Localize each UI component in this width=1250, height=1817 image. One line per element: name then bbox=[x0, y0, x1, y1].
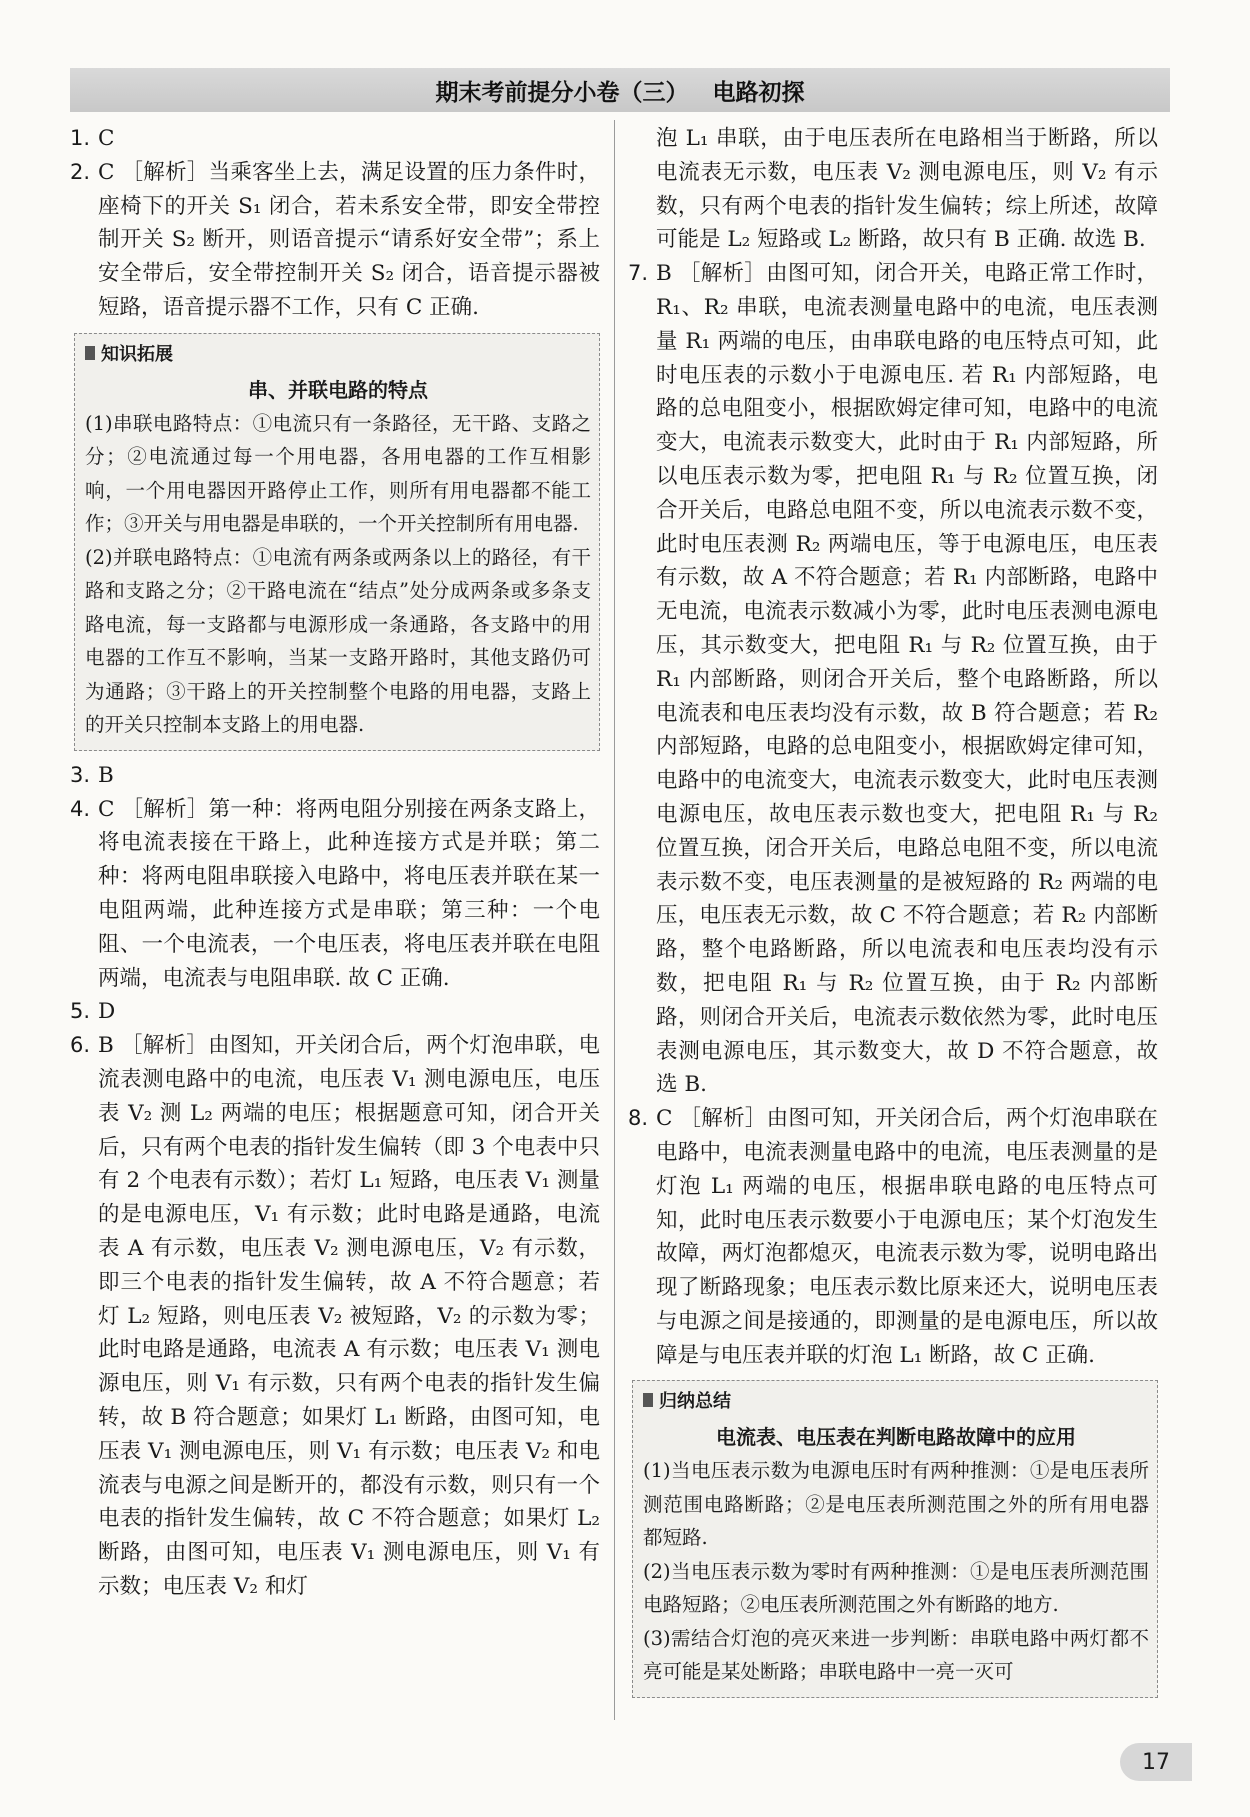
page-header bbox=[70, 68, 1170, 112]
box-title: 串、并联电路的特点 bbox=[248, 377, 428, 402]
right-column bbox=[628, 122, 1158, 1706]
box-paragraph: (2)当电压表示数为零时有两种推测：①是电压表所测范围电路短路；②电压表所测范围之外有断路的地方. bbox=[643, 1559, 1149, 1617]
item-number: 5. bbox=[70, 999, 91, 1024]
item-text: 泡 L₁ 串联，由于电压表所在电路相当于断路，所以电流表无示数，电压表 V₂ 测电源电压，则 V₂ 有示数，只有两个电表的指针发生偏转；综上所述，故障可能是 L₂ 短路或 L₂ 断路，故只有 B 正确. 故选 B. bbox=[656, 126, 1158, 253]
answer-item-continued bbox=[628, 122, 1158, 257]
header-subtitle: 电路初探 bbox=[712, 79, 805, 106]
box-paragraph: (2)并联电路特点：①电流有两条或两条以上的路径，有干路和支路之分；②干路电流在“结点”处分成两条或多条支路电流，每一支路都与电源形成一条通路，各支路中的用电器的工作互不影响，当某一支路开路时，其他支路仍可为通路；③干路上的开关控制整个电路的用电器，支路上的开关只控制本支路上的用电器. bbox=[85, 545, 591, 737]
answer-item bbox=[628, 1102, 1158, 1372]
item-number: 1. bbox=[70, 126, 91, 150]
box-tag bbox=[643, 1387, 1149, 1413]
item-text: C ［解析］第一种：将两电阻分别接在两条支路上，将电流表接在干路上，此种连接方式是并联；第二种：将两电阻串联接入电路中，将电压表并联在某一电阻两端，此种连接方式是串联；第三种：一个电阻、一个电流表，一个电压表，将电压表并联在电阻两端，电流表与电阻串联. 故 C 正确. bbox=[98, 796, 600, 991]
box-paragraph: (3)需结合灯泡的亮灭来进一步判断：串联电路中两灯都不亮可能是某处断路；串联电路中一亮一灭可 bbox=[643, 1626, 1149, 1684]
item-text: C bbox=[98, 126, 115, 151]
box-title: 电流表、电压表在判断电路故障中的应用 bbox=[716, 1425, 1076, 1450]
answer-item bbox=[70, 793, 600, 996]
summary-box bbox=[632, 1380, 1158, 1698]
answer-item bbox=[70, 1029, 600, 1604]
column-divider bbox=[614, 120, 615, 1720]
answer-item bbox=[70, 122, 600, 156]
item-text: C ［解析］当乘客坐上去，满足设置的压力条件时，座椅下的开关 S₁ 闭合，若未系安全带，即安全带控制开关 S₂ 断开，则语音提示“请系好安全带”；系上安全带后，安全带控制开关 S₂ 闭合，语音提示器被短路，语音提示器不工作，只有 C 正确. bbox=[98, 159, 600, 320]
answer-item bbox=[70, 995, 600, 1029]
item-text: B ［解析］由图知，开关闭合后，两个灯泡串联，电流表测电路中的电流，电压表 V₁ 测电源电压，电压表 V₂ 测 L₂ 两端的电压；根据题意可知，闭合开关后，只有两个电表的指针发生偏转（即 3 个电表中只有 2 个电表有示数）；若灯 L₁ 短路，电压表 V₁ 测量的是电源电压，V₁ 有示数；此时电路是通路，电流表 A 有示数，电压表 V₂ 测电源电压，V₂ 有示数，即三个电表的指针发生偏转，故 A 不符合题意；若灯 L₂ 短路，则电压表 V₂ 被短路，V₂ 的示数为零；此时电路是通路，电流表 A 有示数；电压表 V₁ 测电源电压，则 V₁ 有示数，只有两个电表的指针发生偏转，故 B 符合题意；如果灯 L₁ 断路，由图可知，电压表 V₁ 测电源电压，则 V₁ 有示数；电压表 V₂ 和电流表与电源之间是断开的，都没有示数，则只有一个电表的指针发生偏转，故 C 不符合题意；如果灯 L₂ 断路，由图可知，电压表 V₁ 测电源电压，则 V₁ 有示数；电压表 V₂ 和灯 bbox=[98, 1033, 600, 1599]
box-tag-label: 知识拓展 bbox=[101, 343, 173, 365]
answer-item bbox=[628, 257, 1158, 1102]
square-icon bbox=[85, 346, 95, 360]
item-number: 8. bbox=[628, 1106, 649, 1131]
answer-item bbox=[70, 156, 600, 325]
answer-item bbox=[70, 759, 600, 793]
item-text: B ［解析］由图可知，闭合开关，电路正常工作时，R₁、R₂ 串联，电流表测量电路中的电流，电压表测量 R₁ 两端的电压，由串联电路的电压特点可知，此时电压表的示数小于电源电压. 若 R₁ 内部短路，电路的总电阻变小，根据欧姆定律可知，电路中的电流变大，电流表示数变大，此时由于 R₁ 内部短路，所以电压表示数为零，把电阻 R₁ 与 R₂ 位置互换，闭合开关后，电路总电阻不变，所以电流表示数不变，此时电压表测 R₂ 两端电压，等于电源电压，电压表有示数，故 A 不符合题意；若 R₁ 内部断路，电路中无电流，电流表示数减小为零，此时电压表测电源电压，其示数变大，把电阻 R₁ 与 R₂ 位置互换，由于 R₁ 内部断路，则闭合开关后，整个电路断路，所以电流表和电压表均没有示数，故 B 符合题意；若 R₂ 内部短路，电路的总电阻变小，根据欧姆定律可知，电路中的电流变大，电流表示数变大，此时电压表测电源电压，故电压表示数也变大，把电阻 R₁ 与 R₂ 位置互换，闭合开关后，电路总电阻不变，所以电流表示数不变，电压表测量的是被短路的 R₂ 两端的电压，电压表无示数，故 C 不符合题意；若 R₂ 内部断路，整个电路断路，所以电流表和电压表均没有示数，把电阻 R₁ 与 R₂ 位置互换，由于 R₂ 内部断路，则闭合开关后，电流表示数依然为零，此时电压表测电源电压，其示数变大，故 D 不符合题意，故选 B. bbox=[656, 261, 1158, 1098]
item-number: 4. bbox=[70, 796, 91, 821]
item-text: D bbox=[98, 999, 116, 1025]
box-paragraph: (1)串联电路特点：①电流只有一条路径，无干路、支路之分；②电流通过每一个用电器，各用电器的工作互相影响，一个用电器因开路停止工作，则所有用电器都不能工作；③开关与用电器是串联的，一个开关控制所有用电器. bbox=[85, 411, 591, 536]
header-title: 期末考前提分小卷（三） bbox=[435, 79, 689, 106]
item-number: 3. bbox=[70, 762, 91, 787]
box-paragraph: (1)当电压表示数为电源电压时有两种推测：①是电压表所测范围电路断路；②是电压表所测范围之外的所有用电器都短路. bbox=[643, 1459, 1149, 1550]
item-text: B bbox=[98, 762, 114, 788]
left-column bbox=[70, 122, 600, 1604]
box-tag bbox=[85, 340, 591, 366]
square-icon bbox=[643, 1393, 653, 1407]
item-text: C ［解析］由图可知，开关闭合后，两个灯泡串联在电路中，电流表测量电路中的电流，电压表测量的是灯泡 L₁ 两端的电压，根据串联电路的电压特点可知，此时电压表示数要小于电源电压；某个灯泡发生故障，两灯泡都熄灭，电流表示数为零，说明电路出现了断路现象；电压表示数比原来还大，说明电压表与电源之间是接通的，即测量的是电源电压，所以故障是与电压表并联的灯泡 L₁ 断路，故 C 正确. bbox=[656, 1106, 1158, 1368]
page-number: 17 bbox=[1120, 1743, 1192, 1781]
item-number: 2. bbox=[70, 159, 91, 184]
item-number: 7. bbox=[628, 261, 649, 286]
knowledge-box bbox=[74, 333, 600, 751]
box-tag-label: 归纳总结 bbox=[659, 1391, 731, 1413]
item-number: 6. bbox=[70, 1033, 91, 1058]
